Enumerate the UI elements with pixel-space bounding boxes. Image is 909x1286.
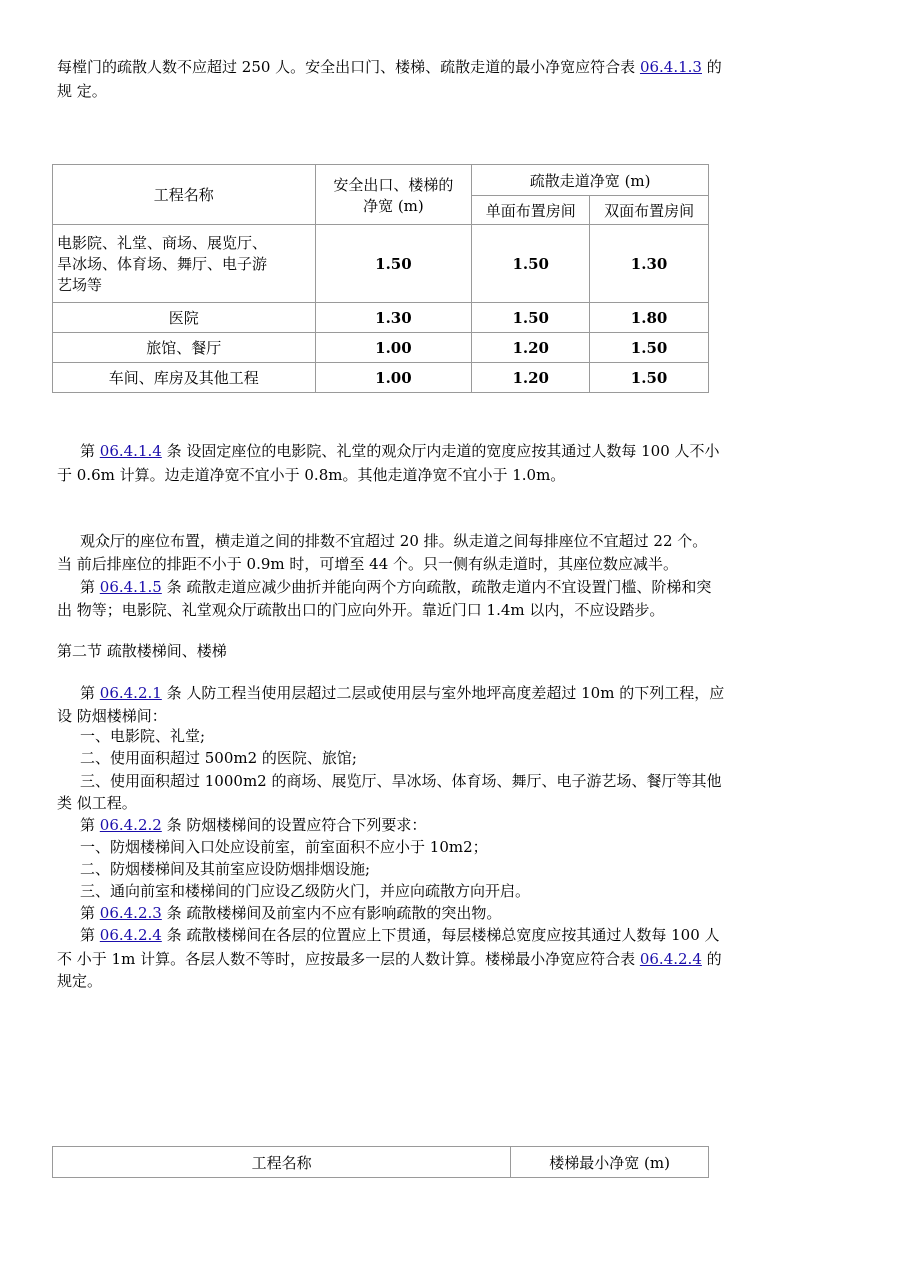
- cell-double: 1.50: [590, 363, 709, 393]
- cell-name: 医院: [53, 303, 316, 333]
- list-item-continuation: 类 似工程。: [57, 794, 137, 812]
- section-title: 第二节 疏散楼梯间、楼梯: [57, 642, 227, 660]
- cell-name: 电影院、礼堂、商场、展览厅、 旱冰场、体育场、舞厅、电子游 艺场等: [53, 225, 316, 303]
- paragraph-06-4-2-1-line1: 第 06.4.2.1 条 人防工程当使用层超过二层或使用层与室外地坪高度差超过 10m 的下列工程，应: [80, 684, 725, 702]
- ref-link-06-4-2-4[interactable]: 06.4.2.4: [99, 926, 162, 944]
- paragraph-seating-line2: 当 前后排座位的排距不小于 0.9m 时，可增至 44 个。只一侧有纵走道时，其座位数应减半。: [57, 555, 679, 573]
- cell-single: 1.50: [472, 225, 590, 303]
- cell-exit: 1.30: [315, 303, 472, 333]
- header-stair-width: 楼梯最小净宽 (m): [511, 1147, 709, 1178]
- list-item: 二、使用面积超过 500m2 的医院、旅馆;: [80, 749, 357, 767]
- paragraph-06-4-2-3: 第 06.4.2.3 条 疏散楼梯间及前室内不应有影响疏散的突出物。: [80, 904, 502, 922]
- cell-double: 1.30: [590, 225, 709, 303]
- paragraph-06-4-1-4-line1: 第 06.4.1.4 条 设固定座位的电影院、礼堂的观众厅内走道的宽度应按其通过人数每 100 人不小: [80, 442, 720, 460]
- cell-single: 1.50: [472, 303, 590, 333]
- list-item: 三、通向前室和楼梯间的门应设乙级防火门，并应向疏散方向开启。: [80, 882, 531, 900]
- table-row: [53, 225, 709, 303]
- paragraph-seating-line1: 观众厅的座位布置，横走道之间的排数不宜超过 20 排。纵走道之间每排座位不宜超过 22 个。: [80, 532, 708, 550]
- header-project-name: 工程名称: [53, 1147, 511, 1178]
- cell-single: 1.20: [472, 333, 590, 363]
- paragraph-06-4-2-1-line2: 设 防烟楼梯间：: [57, 707, 167, 725]
- cell-name: 旅馆、餐厅: [53, 333, 316, 363]
- list-item: 一、电影院、礼堂;: [80, 727, 206, 745]
- table-stair-widths: [52, 1146, 709, 1178]
- header-corridor-width: 疏散走道净宽 (m): [472, 165, 709, 196]
- paragraph-intro-line2: 规 定。: [57, 82, 107, 100]
- paragraph-06-4-1-5-line2: 出 物等；电影院、礼堂观众厅疏散出口的门应向外开。靠近门口 1.4m 以内，不应设踏步。: [57, 601, 665, 619]
- cell-double: 1.50: [590, 333, 709, 363]
- paragraph-06-4-2-4-line3: 规定。: [57, 972, 103, 990]
- header-double-side: 双面布置房间: [590, 196, 709, 225]
- cell-single: 1.20: [472, 363, 590, 393]
- list-item: 二、防烟楼梯间及其前室应设防烟排烟设施;: [80, 860, 371, 878]
- header-exit-width: 安全出口、楼梯的 净宽 (m): [315, 165, 472, 225]
- paragraph-06-4-2-4-line2: 不 小于 1m 计算。各层人数不等时，应按最多一层的人数计算。楼梯最小净宽应符合表 06.4.2.4 的: [57, 950, 722, 968]
- ref-link-06-4-1-4[interactable]: 06.4.1.4: [99, 442, 162, 460]
- header-single-side: 单面布置房间: [472, 196, 590, 225]
- ref-link-06-4-1-3[interactable]: 06.4.1.3: [639, 58, 702, 76]
- paragraph-intro-line1: 每樘门的疏散人数不应超过 250 人。安全出口门、楼梯、疏散走道的最小净宽应符合表 06.4.1.3 的: [57, 58, 722, 76]
- ref-link-06-4-2-4-table[interactable]: 06.4.2.4: [639, 950, 702, 968]
- list-item: 三、使用面积超过 1000m2 的商场、展览厅、旱冰场、体育场、舞厅、电子游艺场、餐厅等其他: [80, 772, 722, 790]
- cell-double: 1.80: [590, 303, 709, 333]
- paragraph-06-4-1-4-line2: 于 0.6m 计算。边走道净宽不宜小于 0.8m。其他走道净宽不宜小于 1.0m。: [57, 466, 566, 484]
- cell-exit: 1.00: [315, 363, 472, 393]
- table-row: [53, 303, 709, 333]
- ref-link-06-4-2-2[interactable]: 06.4.2.2: [99, 816, 162, 834]
- header-project-name: 工程名称: [53, 165, 316, 225]
- table-row: [53, 333, 709, 363]
- paragraph-06-4-2-2: 第 06.4.2.2 条 防烟楼梯间的设置应符合下列要求：: [80, 816, 427, 834]
- cell-exit: 1.50: [315, 225, 472, 303]
- paragraph-06-4-2-4-line1: 第 06.4.2.4 条 疏散楼梯间在各层的位置应上下贯通，每层楼梯总宽度应按其通过人数每 100 人: [80, 926, 720, 944]
- paragraph-06-4-1-5-line1: 第 06.4.1.5 条 疏散走道应减少曲折并能向两个方向疏散，疏散走道内不宜设置门槛、阶梯和突: [80, 578, 712, 596]
- ref-link-06-4-2-3[interactable]: 06.4.2.3: [99, 904, 162, 922]
- cell-exit: 1.00: [315, 333, 472, 363]
- table-row: [53, 363, 709, 393]
- ref-link-06-4-2-1[interactable]: 06.4.2.1: [99, 684, 162, 702]
- cell-name: 车间、库房及其他工程: [53, 363, 316, 393]
- list-item: 一、防烟楼梯间入口处应设前室，前室面积不应小于 10m2；: [80, 838, 488, 856]
- table-exit-widths: [52, 164, 709, 393]
- ref-link-06-4-1-5[interactable]: 06.4.1.5: [99, 578, 162, 596]
